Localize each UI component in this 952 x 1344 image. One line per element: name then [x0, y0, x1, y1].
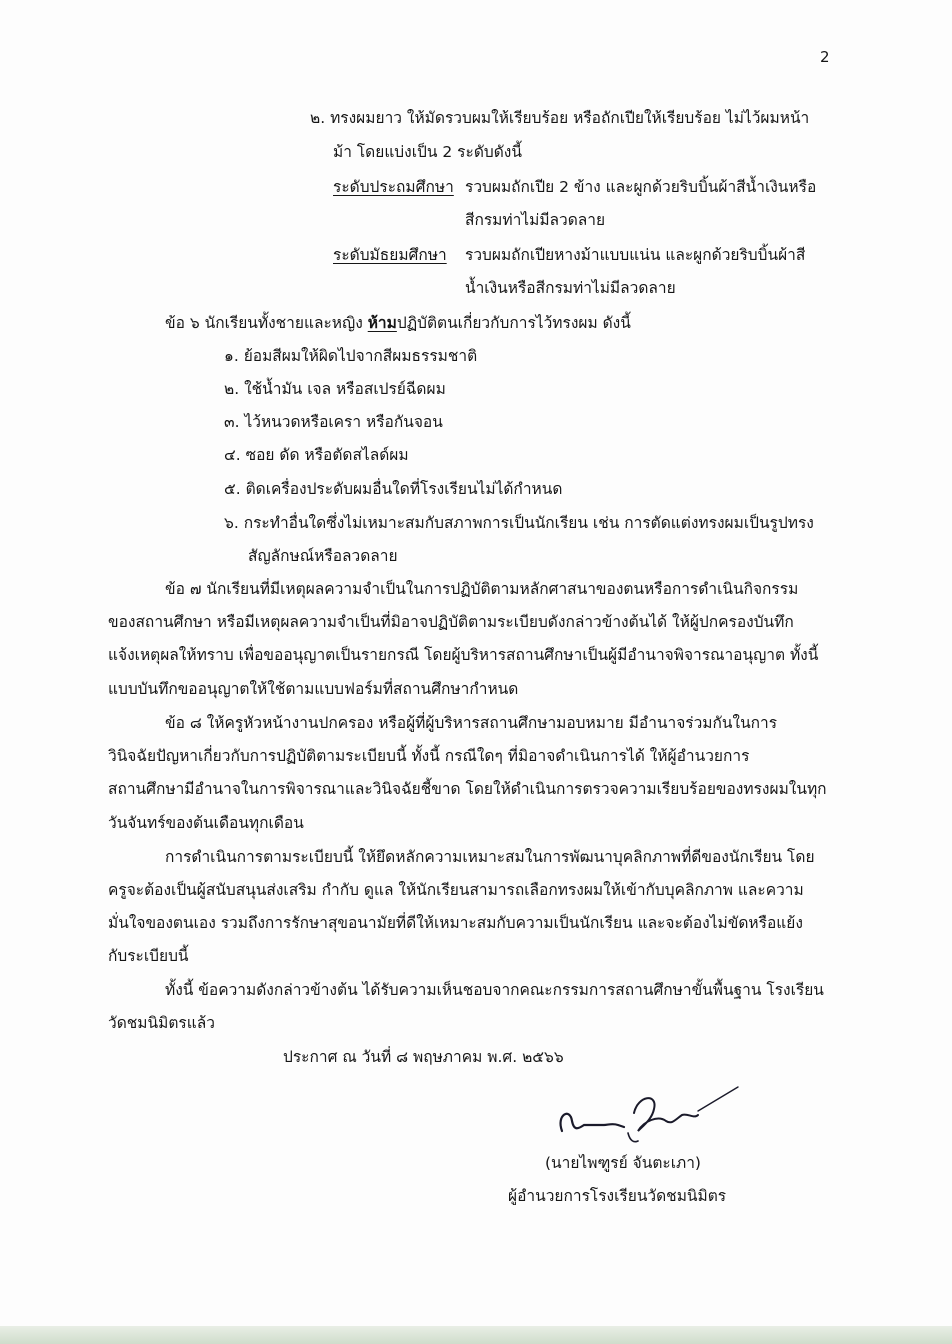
- clause6-intro-b: ปฏิบัติตนเกี่ยวกับการไว้ทรงผม ดังนี้: [396, 314, 631, 332]
- clause7-line: ข้อ ๗ นักเรียนที่มีเหตุผลความจำเป็นในการปฏิบัติตามหลักศาสนาของตนหรือการดำเนินกิจกรรม: [165, 580, 799, 598]
- scan-bottom-edge: [0, 1326, 952, 1344]
- primary-level-text2: สีกรมท่าไม่มีลวดลาย: [465, 211, 606, 229]
- clause6-intro-a: ข้อ ๖ นักเรียนทั้งชายและหญิง: [165, 314, 368, 332]
- primary-level-label: ระดับประถมศึกษา: [333, 178, 454, 196]
- implementation-line: กับระเบียบนี้: [108, 947, 189, 965]
- signer-name: (นายไพฑูรย์ จันตะเภา): [545, 1154, 701, 1172]
- clause6-item: ๔. ซอย ดัด หรือตัดสไลด์ผม: [224, 446, 409, 464]
- secondary-level-text1: รวบผมถักเปียหางม้าแบบแน่น และผูกด้วยริบบิ้นผ้าสี: [465, 246, 806, 264]
- clause6-item: ๖. กระทำอื่นใดซึ่งไม่เหมาะสมกับสภาพการเป็นนักเรียน เช่น การตัดแต่งทรงผมเป็นรูปทรง: [224, 514, 814, 532]
- clause7-line: ของสถานศึกษา หรือมีเหตุผลความจำเป็นที่มิอาจปฏิบัติตามระเบียบดังกล่าวข้างต้นได้ ให้ผู้ปกครองบันทึก: [108, 613, 794, 631]
- clause6-item: ๕. ติดเครื่องประดับผมอื่นใดที่โรงเรียนไม่ได้กำหนด: [224, 480, 563, 498]
- clause8-line: วินิจฉัยปัญหาเกี่ยวกับการปฏิบัติตามระเบียบนี้ ทั้งนี้ กรณีใดๆ ที่มิอาจดำเนินการได้ ให้ผู้อำนวยการ: [108, 747, 750, 765]
- secondary-level-label: ระดับมัธยมศึกษา: [333, 246, 447, 264]
- clause7-line: แจ้งเหตุผลให้ทราบ เพื่อขออนุญาตเป็นรายกรณี โดยผู้บริหารสถานศึกษาเป็นผู้มีอำนาจพิจารณาอนุญาต ทั้งนี้: [108, 646, 819, 664]
- clause6-intro: [165, 312, 631, 334]
- item2-line2: ม้า โดยแบ่งเป็น 2 ระดับดังนี้: [333, 143, 522, 161]
- announcement-date: ประกาศ ณ วันที่ ๘ พฤษภาคม พ.ศ. ๒๕๖๖: [283, 1048, 564, 1066]
- clause6-item: ๑. ย้อมสีผมให้ผิดไปจากสีผมธรรมชาติ: [224, 347, 478, 365]
- clause8-line: ข้อ ๘ ให้ครูหัวหน้างานปกครอง หรือผู้ที่ผู้บริหารสถานศึกษามอบหมาย มีอำนาจร่วมกันในการ: [165, 714, 778, 732]
- implementation-line: การดำเนินการตามระเบียบนี้ ให้ยึดหลักความเหมาะสมในการพัฒนาบุคลิกภาพที่ดีของนักเรียน โดย: [165, 848, 815, 866]
- approval-line: ทั้งนี้ ข้อความดังกล่าวข้างต้น ได้รับความเห็นชอบจากคณะกรรมการสถานศึกษาขั้นพื้นฐาน โรงเรียน: [165, 981, 824, 999]
- signature-image: [548, 1085, 748, 1145]
- approval-line: วัดชมนิมิตรแล้ว: [108, 1014, 215, 1032]
- clause8-line: สถานศึกษามีอำนาจในการพิจารณาและวินิจฉัยชี้ขาด โดยให้ดำเนินการตรวจความเรียบร้อยของทรงผมในทุก: [108, 780, 827, 798]
- clause6-prohibited: ห้าม: [367, 314, 397, 332]
- item2-line1: ๒. ทรงผมยาว ให้มัดรวบผมให้เรียบร้อย หรือถักเปียให้เรียบร้อย ไม่ไว้ผมหน้า: [310, 109, 810, 127]
- page-number: 2: [820, 48, 830, 66]
- clause6-item: ๓. ไว้หนวดหรือเครา หรือกันจอน: [224, 413, 443, 431]
- clause6-item6-cont: สัญลักษณ์หรือลวดลาย: [248, 547, 398, 565]
- implementation-line: ครูจะต้องเป็นผู้สนับสนุนส่งเสริม กำกับ ดูแล ให้นักเรียนสามารถเลือกทรงผมให้เข้ากับบุคลิกภาพ และความ: [108, 881, 804, 899]
- signer-title: ผู้อำนวยการโรงเรียนวัดชมนิมิตร: [508, 1187, 727, 1205]
- clause7-line: แบบบันทึกขออนุญาตให้ใช้ตามแบบฟอร์มที่สถานศึกษากำหนด: [108, 680, 519, 698]
- primary-level-text1: รวบผมถักเปีย 2 ข้าง และผูกด้วยริบบิ้นผ้าสีน้ำเงินหรือ: [465, 178, 817, 196]
- clause6-item: ๒. ใช้น้ำมัน เจล หรือสเปรย์ฉีดผม: [224, 380, 446, 398]
- implementation-line: มั่นใจของตนเอง รวมถึงการรักษาสุขอนามัยที่ดีให้เหมาะสมกับความเป็นนักเรียน และจะต้องไม่ขัดหรือแย้ง: [108, 914, 803, 932]
- secondary-level-text2: น้ำเงินหรือสีกรมท่าไม่มีลวดลาย: [465, 279, 676, 297]
- clause8-line: วันจันทร์ของต้นเดือนทุกเดือน: [108, 814, 304, 832]
